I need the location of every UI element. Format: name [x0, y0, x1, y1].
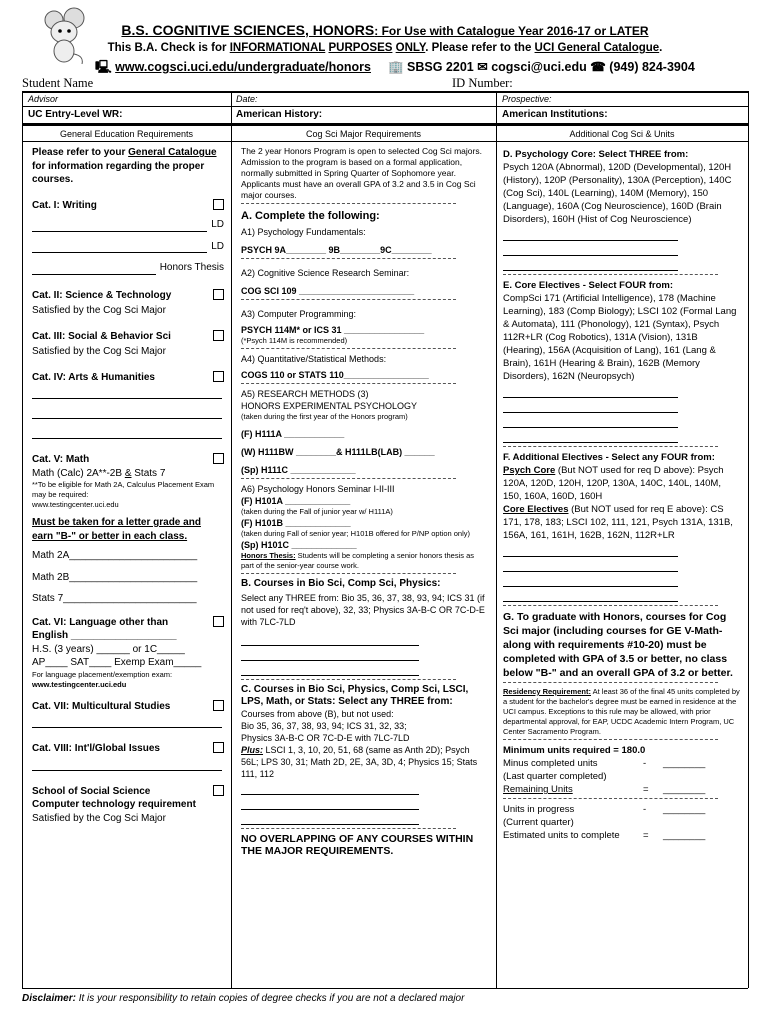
section-d-title: D. Psychology Core: Select THREE from:	[503, 149, 689, 160]
cat8-row	[32, 742, 224, 756]
h101a-note: (taken during the Fall of junior year w/ H111A)	[241, 507, 393, 516]
divider	[503, 682, 718, 683]
a3-note: (*Psych 114M is recommended)	[241, 336, 348, 345]
cat2-satisfied: Satisfied by the Cog Sci Major	[32, 305, 166, 316]
section-d-line-1[interactable]	[503, 229, 678, 241]
cat5-site[interactable]: www.testingcenter.uci.edu	[32, 500, 119, 509]
notice-end: .	[659, 42, 663, 54]
a3-line[interactable]: PSYCH 114M* or ICS 31 ________________	[241, 325, 425, 335]
cat4-line-3[interactable]	[32, 427, 222, 439]
school-row	[32, 785, 224, 799]
a6-label: A6) Psychology Honors Seminar I-II-III	[241, 484, 395, 494]
disclaimer	[22, 993, 464, 1004]
cat5-checkbox[interactable]	[213, 453, 224, 464]
section-e-line-4[interactable]	[503, 431, 678, 443]
notice-only: ONLY	[395, 42, 426, 54]
honors-intro: The 2 year Honors Program is open to selected Cog Sci majors. Admission to the program is based on a formal application, normally submitted in Spring Quarter of Sophomore year. Applicants must have an overall GPA of 3.2 and 3.5 in Cog Sci major courses.	[241, 146, 482, 200]
border-left	[22, 91, 23, 988]
ld-row-1: LD	[32, 218, 224, 232]
min-units: Minimum units required = 180.0	[503, 745, 646, 756]
middle-column-header: Cog Sci Major Requirements	[305, 129, 422, 139]
ld-row-2: LD	[32, 240, 224, 254]
cat3-checkbox[interactable]	[213, 330, 224, 341]
computer-requirement: Computer technology requirement	[32, 799, 196, 810]
minus-completed-blank[interactable]: ________	[663, 758, 706, 769]
section-f-line-4[interactable]	[503, 590, 678, 602]
stats7-line[interactable]: Stats 7________________________	[32, 593, 197, 604]
right-column	[503, 148, 741, 842]
divider	[241, 348, 456, 349]
cat2-checkbox[interactable]	[213, 289, 224, 300]
divider	[503, 739, 718, 740]
section-e-line-1[interactable]	[503, 386, 678, 398]
cat4-row	[32, 371, 224, 385]
disclaimer-label: Disclaimer:	[22, 993, 76, 1004]
section-g-text: G. To graduate with Honors, courses for Cog Sci major (including courses for GE V-Math-along with requirements #10-20) must be completed with GPA of 3.5 or better, no class below "B-" and an overall GPA of 3.2 or better.	[503, 611, 733, 679]
cat3-satisfied: Satisfied by the Cog Sci Major	[32, 346, 166, 357]
middle-column	[241, 146, 489, 857]
honors-thesis-note: Honors Thesis: Students will be completing a senior honors thesis as part of the senior-year course work.	[241, 551, 475, 570]
in-progress-blank[interactable]: ________	[663, 804, 706, 815]
a4-line[interactable]: COGS 110 or STATS 110_________________	[241, 370, 429, 380]
divider	[241, 478, 456, 479]
border-right	[748, 91, 749, 988]
a4-label: A4) Quantitative/Statistical Methods:	[241, 354, 387, 364]
section-f-core: Core Electives (But NOT used for req E above): CS 171, 178, 183; LSCI 102, 111, 121, Psych 131A, 131B, 156A, 161, 161H, 162B, 162N, 112R+LR	[503, 504, 733, 541]
divider	[503, 446, 718, 447]
cat2-label: Cat. II: Science & Technology	[32, 289, 172, 301]
section-b-line-3[interactable]	[241, 664, 419, 676]
table-bottom-border	[22, 988, 748, 989]
left-column	[32, 146, 224, 825]
cat5-row	[32, 453, 224, 467]
math2a-line[interactable]: Math 2A_______________________	[32, 550, 198, 561]
divider-1	[231, 91, 232, 988]
notice-mid: . Please refer to the	[425, 42, 535, 54]
divider	[241, 828, 456, 829]
current-quarter-label: (Current quarter)	[503, 817, 574, 828]
advisor-label: Advisor	[28, 94, 59, 104]
cat1-checkbox[interactable]	[213, 199, 224, 210]
cat7-line[interactable]	[32, 716, 222, 728]
a2-line[interactable]: COG SCI 109 _______________________	[241, 286, 415, 296]
cat7-label: Cat. VII: Multicultural Studies	[32, 700, 171, 712]
a1-line[interactable]: PSYCH 9A________ 9B________9C________	[241, 245, 432, 255]
left-column-header: General Education Requirements	[59, 129, 194, 139]
section-c-text-2: Bio 35, 36, 37, 38, 93, 94; ICS 31, 32, 33;	[241, 721, 407, 731]
divider-2	[496, 91, 497, 988]
section-b-line-1[interactable]	[241, 634, 419, 646]
page-title	[0, 22, 770, 38]
disclaimer-text: It is your responsibility to retain copies of degree checks if you are not a declared major	[75, 993, 465, 1004]
h111c-line[interactable]: (Sp) H111C _____________	[241, 465, 356, 475]
hs-line[interactable]: H.S. (3 years) ______ or 1C_____	[32, 643, 185, 655]
computer-icon: 🖳	[95, 60, 112, 74]
h101b-line[interactable]: (F) H101B _____________	[241, 518, 351, 528]
section-a-title: A. Complete the following:	[241, 210, 380, 222]
cat8-label: Cat. VIII: Int'l/Global Issues	[32, 743, 160, 754]
minus-completed-row: Minus completed units - ________	[503, 758, 706, 769]
row-divider-thick	[22, 123, 748, 126]
cat3-label: Cat. III: Social & Behavior Sci	[32, 330, 171, 342]
building-icon: 🏢	[387, 60, 404, 74]
remaining-blank[interactable]: ________	[663, 784, 706, 795]
cat5-label: Cat. V: Math	[32, 454, 90, 465]
h101b-note: (taken during Fall of senior year; H101B offered for P/NP option only)	[241, 529, 471, 538]
in-progress-row: Units in progress - ________	[503, 804, 706, 815]
section-c-title: C. Courses in Bio Sci, Physics, Comp Sci, LSCI, LPS, Math, or Stats: Select any THREE from:	[241, 684, 469, 707]
section-d-text: Psych 120A (Abnormal), 120D (Developmental), 120H (History), 120P (Personality), 130A (Perception), 140C (Cog Sci), 140L (Learning), 140M (Memory), 150 (Language), 160A (Cog Neuroscience), 160D (Brain Disorders), 160H (Hist of Cog Neuroscience)	[503, 162, 732, 225]
remaining-row: Remaining Units = ________	[503, 784, 706, 795]
cat8-line[interactable]	[32, 759, 222, 771]
row-divider	[22, 106, 748, 107]
section-e-title: E. Core Electives - Select FOUR from:	[503, 280, 673, 291]
cat6-row	[32, 616, 224, 630]
h111a-line[interactable]: (F) H111A ____________	[241, 429, 345, 439]
letter-grade-note: Must be taken for a letter grade and earn "B-" or better in each class.	[32, 517, 201, 542]
ap-line[interactable]: AP____ SAT____ Exemp Exam_____	[32, 657, 202, 668]
cat8-checkbox[interactable]	[213, 742, 224, 753]
divider	[241, 299, 456, 300]
section-d-line-3[interactable]	[503, 259, 678, 271]
school-checkbox[interactable]	[213, 785, 224, 796]
last-quarter-label: (Last quarter completed)	[503, 771, 607, 782]
section-e-line-2[interactable]	[503, 401, 678, 413]
cat1-label: Cat. I: Writing	[32, 199, 97, 211]
estimated-row: Estimated units to complete = ________	[503, 830, 706, 841]
header-bottom-border	[22, 141, 748, 142]
american-history-label: American History:	[236, 109, 323, 120]
section-f-line-1[interactable]	[503, 545, 678, 557]
ge-intro: Please refer to your General Catalogue for information regarding the proper courses.	[32, 147, 217, 185]
lang-note: For language placement/exemption exam:	[32, 669, 173, 679]
divider	[241, 679, 456, 680]
american-institutions-label: American Institutions:	[502, 109, 608, 120]
cat5-note: **To be eligible for Math 2A, Calculus Placement Exam may be required:	[32, 480, 215, 499]
notice-line	[0, 42, 770, 54]
a3-label: A3) Computer Programming:	[241, 309, 357, 319]
id-number-label: ID Number:	[452, 76, 513, 90]
section-c-line-3[interactable]	[241, 813, 419, 825]
section-b-title: B. Courses in Bio Sci, Comp Sci, Physics:	[241, 578, 441, 589]
cat6-label: Cat. VI: Language other than	[32, 616, 169, 628]
cat7-row	[32, 700, 224, 714]
english-line[interactable]: English ___________________	[32, 630, 177, 641]
notice-purposes: PURPOSES	[328, 42, 393, 54]
section-f-line-3[interactable]	[503, 575, 678, 587]
section-b-text: Select any THREE from: Bio 35, 36, 37, 38, 93, 94; ICS 31 (if not used for req't above), 32, 33; Physics 3A-B-C OR 7C-D-E with 7LC-7LD	[241, 593, 485, 627]
divider	[503, 605, 718, 606]
email-icon: ✉	[477, 60, 488, 74]
phone-text: (949) 824-3904	[609, 60, 695, 74]
contact-line	[95, 58, 695, 79]
section-c-line-2[interactable]	[241, 798, 419, 810]
cat6-checkbox[interactable]	[213, 616, 224, 627]
student-name-label: Student Name	[22, 76, 94, 90]
section-c-text-1: Courses from above (B), but not used:	[241, 709, 394, 719]
math2b-line[interactable]: Math 2B_______________________	[32, 571, 198, 583]
divider	[241, 258, 456, 259]
section-f-line-2[interactable]	[503, 560, 678, 572]
computer-satisfied: Satisfied by the Cog Sci Major	[32, 812, 166, 824]
a5-subtitle: HONORS EXPERIMENTAL PSYCHOLOGY	[241, 401, 418, 411]
title-main: B.S. COGNITIVE SCIENCES, HONORS	[121, 22, 375, 38]
email-text[interactable]: cogsci@uci.edu	[491, 60, 587, 74]
divider	[503, 798, 718, 799]
cat7-checkbox[interactable]	[213, 700, 224, 711]
a1-label: A1) Psychology Fundamentals:	[241, 227, 366, 237]
office-text: SBSG 2201	[407, 60, 474, 74]
divider	[241, 573, 456, 574]
h111bw-line[interactable]: (W) H111BW ________& H111LB(LAB) ______	[241, 447, 435, 457]
residency-note: Residency Requirement: At least 36 of the final 45 units completed by a student for the bachelor's degree must be earned in residence at the UCI campus. Exceptions to this rule may be allowed, with prior departmental approval, for EAP, UCDC Academic Intern Program, UC Center Sacramento Program.	[503, 687, 740, 736]
cat5-math-line: Math (Calc) 2A**-2B & Stats 7	[32, 467, 166, 479]
cat4-line-2[interactable]	[32, 407, 222, 419]
prospective-label: Prospective:	[502, 94, 552, 104]
date-label: Date:	[236, 94, 258, 104]
a5-note: (taken during the first year of the Honors program)	[241, 412, 408, 421]
cat3-row	[32, 330, 224, 344]
section-b-line-2[interactable]	[241, 649, 419, 661]
notice-catalogue[interactable]: UCI General Catalogue	[534, 42, 660, 54]
a2-label: A2) Cognitive Science Research Seminar:	[241, 268, 410, 278]
title-suffix: : For Use with Catalogue Year 2016-17 or LATER	[374, 24, 649, 38]
section-d-line-2[interactable]	[503, 244, 678, 256]
cat1-row	[32, 199, 224, 213]
notice-pre: This B.A. Check is for	[107, 42, 230, 54]
section-f-title: F. Additional Electives - Select any FOUR from:	[503, 452, 715, 463]
section-e-text: CompSci 171 (Artificial Intelligence), 178 (Machine Learning), 183 (Comp Biology); LSCI 102 (Formal Lang & Automata), 111 (Phonology), 121 (Syntax), Psych 112R+LR (Cog Robotics), 131A (Vision), 131B (Hearing), 156A (Acquisition of Lang), 161 (Lang & Brain), 161H (Hearing & Brain), 162B (Memory Disorders), 162N (Neuropsych)	[503, 293, 737, 382]
uc-entry-label: UC Entry-Level WR:	[28, 109, 123, 120]
cat4-label: Cat. IV: Arts & Humanities	[32, 371, 155, 383]
section-c-text-3: Physics 3A-B-C OR 7C-D-E with 7LC-7LD	[241, 733, 410, 743]
section-c-line-1[interactable]	[241, 783, 419, 795]
notice-informational: INFORMATIONAL	[229, 42, 326, 54]
right-column-header: Additional Cog Sci & Units	[569, 129, 675, 139]
a5-label: A5) RESEARCH METHODS (3)	[241, 389, 369, 399]
cat2-row	[32, 289, 224, 303]
section-e-line-3[interactable]	[503, 416, 678, 428]
divider	[241, 383, 456, 384]
no-overlap-note: NO OVERLAPPING OF ANY COURSES WITHIN THE MAJOR REQUIREMENTS.	[241, 833, 474, 857]
phone-icon: ☎	[590, 60, 606, 74]
honors-thesis-row: Honors Thesis	[32, 261, 224, 275]
h101c-line[interactable]: (Sp) H101C _____________	[241, 540, 357, 550]
h101a-line[interactable]: (F) H101A _____________	[241, 496, 351, 506]
divider	[503, 274, 718, 275]
section-f-psych: Psych Core (But NOT used for req D above): Psych 120A, 120D, 120H, 120P, 130A, 140C, 140L, 140M, 150, 160A, 160D, 160H	[503, 465, 724, 502]
divider	[241, 203, 456, 204]
lang-site[interactable]: www.testingcenter.uci.edu	[32, 679, 127, 689]
website-link[interactable]: www.cogsci.uci.edu/undergraduate/honors	[115, 60, 371, 74]
section-c-plus: Plus: LSCI 1, 3, 10, 20, 51, 68 (same as Anth 2D); Psych 56L; LPS 30, 31; Math 2D, 2E, 3A, 3D, 4; Physics 15; Stats 111, 112	[241, 745, 478, 779]
estimated-blank[interactable]: ________	[663, 830, 706, 841]
cat4-checkbox[interactable]	[213, 371, 224, 382]
table-top-border	[22, 91, 748, 93]
cat4-line-1[interactable]	[32, 387, 222, 399]
school-label: School of Social Science	[32, 785, 151, 797]
